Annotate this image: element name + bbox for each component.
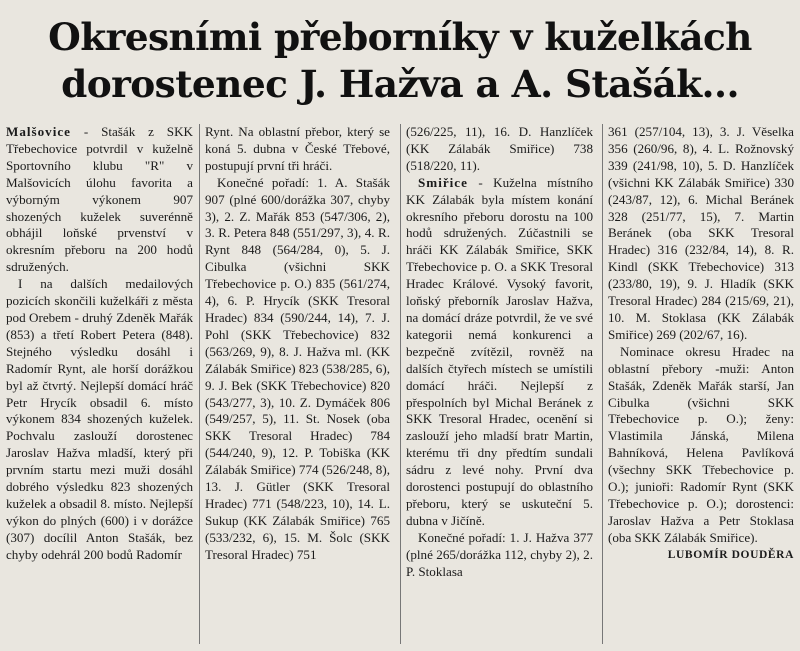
column-divider <box>199 124 200 644</box>
column-divider <box>400 124 401 644</box>
column-divider <box>602 124 603 644</box>
paragraph <box>406 175 593 530</box>
headline-line-2: dorostenec J. Hažva a A. Stašák... <box>61 62 739 106</box>
results-paragraph: Konečné pořadí: 1. A. Stašák 907 (plné 600/dorážka 307, chyby 3), 2. Z. Mařák 853 (547/306, 2), 3. R. Petera 848 (551/297, 3), 4. R. Rynt 848 (564/284, 0), 5. J. Cibulka (všichni SKK Třebechovice p. O.) 835 (561/274, 4), 6. P. Hrycík (SKK Tresoral Hradec) 834 (590/244, 14), 7. J. Pohl (SKK Třebechovice) 832 (563/269, 9), 8. J. Hažva ml. (KK Zálabák Smiřice) 823 (538/285, 6), 9. J. Bek (SKK Třebechovice) 820 (543/277, 3), 10. Z. Dymáček 806 (549/257, 5), 11. St. Nosek (oba SKK Tresoral Hradec) 784 (544/240, 9), 12. P. Tobiška (KK Zálabák Smiřice) 774 (526/248, 8), 13. J. Gütler (SKK Tresoral Hradec) 771 (548/223, 10), 14. L. Sukup (KK Zálabák Smiřice) 765 (533/232, 6), 15. M. Šolc (SKK Tresoral Hradec) 751 <box>205 174 390 562</box>
paragraph: Rynt. Na oblastní přebor, který se koná 5. dubna v České Třebové, postupují první tři hráči. <box>205 124 390 173</box>
article-headline <box>0 14 800 108</box>
column-2 <box>205 124 390 651</box>
dateline-malsovice: Malšovice <box>6 124 71 139</box>
dateline-smirice: Smiřice <box>418 174 468 190</box>
column-4 <box>608 124 794 651</box>
headline-line-1: Okresními přeborníky v kuželkách <box>48 15 752 59</box>
paragraph-text: - Kuželna místního KK Zálabák byla místem konání okresního přeboru dorostu na 100 hodů sdružených. Zúčastnili se hráči KK Zálabák Smiřice, SKK Třebechovice p. O. a SKK Tresoral Hradec Králové. Vysoký favorit, loňský přeborník Jaroslav Hažva, na domácí dráze potvrdil, že ve své kategorii nemá konkurenci a bezpečně zvítězil, rovněž na dalších čtyřech místech se umístili domácí hráči. Nejlepší z přespolních byl Michal Beránek z SKK Tresoral Hradec, ocenění si zaslouží jeho mladší bratr Martin, kterému tři dny předtím sundali sádru z levé nohy. První dva dorostenci postupují do oblastního přeboru, který se uskuteční 5. dubna v Jičíně. <box>406 174 593 528</box>
author-byline: LUBOMÍR DOUDĚRA <box>667 548 794 561</box>
results-paragraph: 361 (257/104, 13), 3. J. Věselka 356 (260/96, 8), 4. L. Rožnovský 339 (241/98, 10), 5. D. Hanzlíček (všichni KK Zálabák Smiřice) 330 (243/87, 12), 6. Michal Beránek 328 (251/77, 15), 7. Martin Beránek (oba SKK Tresoral Hradec) 316 (232/84, 14), 8. R. Kindl (SKK Třebechovice) 313 (233/80, 19), 9. J. Hladík (SKK Tresoral Hradec) 284 (215/69, 21), 10. M. Stoklasa (KK Zálabák Smiřice) 269 (202/67, 16). <box>608 124 794 342</box>
paragraph <box>6 124 193 276</box>
paragraph: I na dalších medailových pozicích skončili kuželkáři z města pod Orebem - druhý Zdeněk Mařák (853) a třetí Robert Petera (848). Stejného výsledku dosáhl i Radomír Rynt, ale horší dorážkou byl až čtvrtý. Nejlepší domácí hráč Petr Hrycík obsadil 6. místo výkonem 834 shozených kuželek. Pochvalu zaslouží dorostenec Jaroslav Hažva mladší, který při prvním startu mezi muži dosáhl dobrého výsledku 823 shozených kuželek a obsadil 8. místo. Nejlepší výkon do plných (600) i v dorážce (307) docílil Anton Stašák, bez chyby odehrál 200 bodů Radomír <box>6 276 193 562</box>
results-paragraph: Konečné pořadí: 1. J. Hažva 377 (plné 265/dorážka 112, chyby 2), 2. P. Stoklasa <box>406 529 593 579</box>
paragraph: (526/225, 11), 16. D. Hanzlíček (KK Zálabák Smiřice) 738 (518/220, 11). <box>406 124 593 173</box>
column-1 <box>6 124 193 651</box>
column-3 <box>406 124 593 651</box>
paragraph: Nominace okresu Hradec na oblastní přebory -muži: Anton Stašák, Zdeněk Mařák starší, Jan Cibulka (všichni SKK Třebechovice p. O.); ženy: Vlastimila Jánská, Milena Bahníková, Helena Pavlíková (všechny SKK Třebechovice p. O.); junioři: Radomír Rynt (SKK Třebechovice p. O.); dorostenci: Jaroslav Hažva a Petr Stoklasa (oba SKK Zálabák Smiřice). <box>608 343 794 545</box>
paragraph-text: - Stašák z SKK Třebechovice potvrdil v kuželně Sportovního klubu "R" v Malšovicích úlohu favorita a výborným výkonem 907 shozených kuželek suverénně obhájil loňské prvenství v okresním přeboru na 200 hodů sdružených. <box>6 124 193 275</box>
